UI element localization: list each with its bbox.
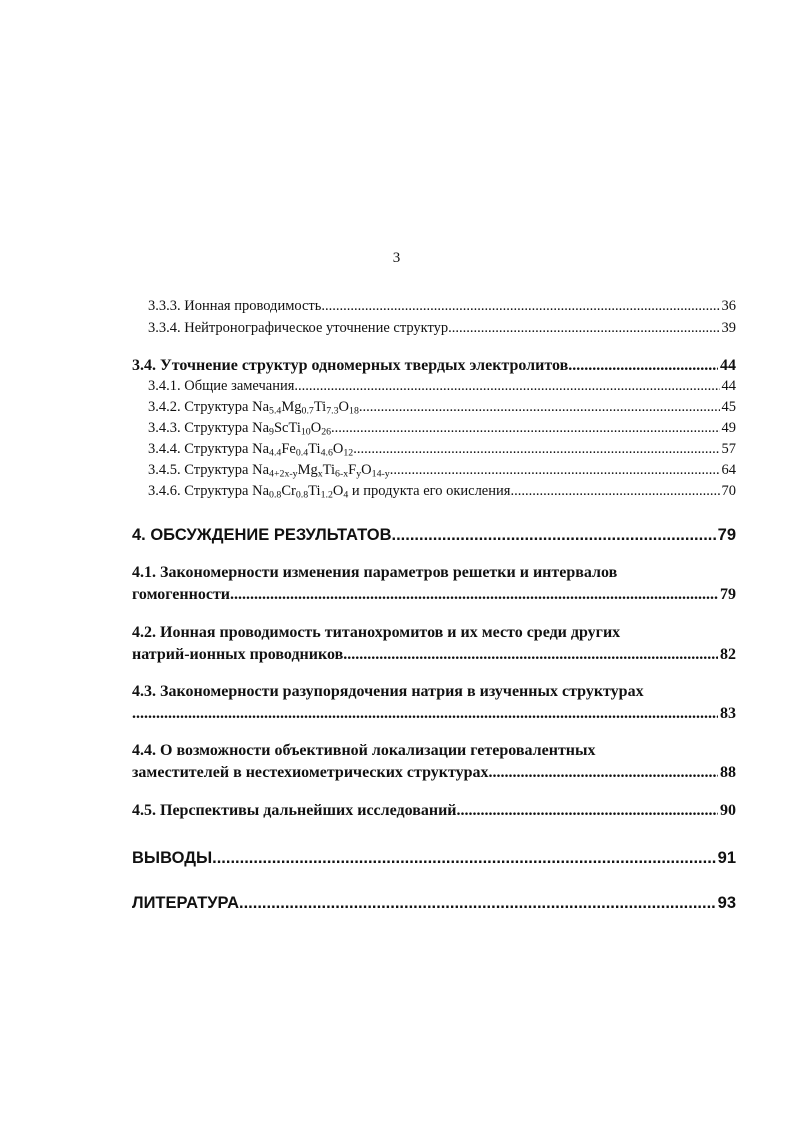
leader-dots <box>448 318 719 338</box>
toc-section-4-2-line1[interactable]: 4.2. Ионная проводимость титанохромитов и их место среди других <box>132 624 621 641</box>
toc-entry-page: 44 <box>720 357 736 374</box>
toc-section-4-1[interactable] <box>132 584 736 606</box>
toc-entry-page: 44 <box>721 378 736 394</box>
toc-entry-label: 3.4.5. Структура $Na_{4+2x-y}Mg_xTi_{6-x}F_yO_{14-y}$ <box>148 462 390 480</box>
toc-chapter-references[interactable] <box>132 891 736 915</box>
leader-dots <box>489 762 718 784</box>
toc-section-4-1-line1[interactable]: 4.1. Закономерности изменения параметров решетки и интервалов <box>132 564 618 581</box>
toc-entry-label: 3.3.3. Ионная проводимость <box>148 298 322 314</box>
leader-dots <box>321 296 719 316</box>
toc-entry-page: 57 <box>721 441 736 457</box>
toc-entry-page: 49 <box>721 420 736 436</box>
toc-entry-3-4-2[interactable] <box>148 397 736 417</box>
toc-entry-page: 36 <box>721 298 736 314</box>
toc-section-4-2[interactable] <box>132 644 736 666</box>
toc-entry-label: 3.4.6. Структура $Na_{0.8}Cr_{0.8}Ti_{1.2}O_4$ и продукта его окисления <box>148 483 511 501</box>
toc-entry-label: натрий-ионных проводников <box>132 646 344 663</box>
leader-dots <box>331 418 719 438</box>
leader-dots <box>457 800 718 822</box>
toc-section-4-3-line1[interactable]: 4.3. Закономерности разупорядочения натрия в изученных структурах <box>132 683 644 700</box>
chemical-formula: $Na_{5.4}Mg_{0.7}Ti_{7.3}O_{18}$ <box>252 399 359 417</box>
toc-entry-label: 3.4.4. Структура $Na_{4.4}Fe_{0.4}Ti_{4.6}O_{12}$ <box>148 441 354 459</box>
toc-entry-label: 3.3.4. Нейтронографическое уточнение структур <box>148 320 449 336</box>
toc-entry-label: ВЫВОДЫ <box>132 849 213 867</box>
toc-section-4-3[interactable] <box>132 703 736 725</box>
toc-chapter-4[interactable] <box>132 523 736 547</box>
chemical-formula: $Na_9ScTi_{10}O_{26}$ <box>252 420 332 438</box>
toc-entry-page: 70 <box>721 483 736 499</box>
leader-dots <box>212 846 716 870</box>
toc-entry-page: 93 <box>717 894 736 912</box>
toc-section-4-4[interactable] <box>132 762 736 784</box>
leader-dots <box>392 523 716 547</box>
chemical-formula: $Na_{4.4}Fe_{0.4}Ti_{4.6}O_{12}$ <box>252 441 354 459</box>
toc-entry-3-4-3[interactable] <box>148 418 736 438</box>
toc-entry-page: 45 <box>721 399 736 415</box>
toc-entry-label: 3.4. Уточнение структур одномерных твердых электролитов <box>132 357 569 374</box>
toc-entry-page: 83 <box>720 705 736 722</box>
toc-entry-label: 4. ОБСУЖДЕНИЕ РЕЗУЛЬТАТОВ <box>132 526 392 544</box>
toc-entry-3-4-1[interactable] <box>148 376 736 396</box>
leader-dots <box>510 481 719 501</box>
toc-entry-label: гомогенности <box>132 586 231 603</box>
toc-entry-page: 39 <box>721 320 736 336</box>
toc-section-4-4-line1[interactable]: 4.4. О возможности объективной локализации гетеровалентных <box>132 742 596 759</box>
leader-dots <box>239 891 716 915</box>
toc-entry-3-4-5[interactable] <box>148 460 736 480</box>
leader-dots <box>132 703 718 725</box>
toc-chapter-conclusions[interactable] <box>132 846 736 870</box>
toc-entry-label: 3.4.1. Общие замечания <box>148 378 295 394</box>
toc-entry-label: 3.4.3. Структура $Na_9ScTi_{10}O_{26}$ <box>148 420 332 438</box>
leader-dots <box>343 644 718 666</box>
toc-entry-3-4-4[interactable] <box>148 439 736 459</box>
toc-entry-label: ЛИТЕРАТУРА <box>132 894 239 912</box>
toc-entry-page: 88 <box>720 764 736 781</box>
toc-entry-page: 90 <box>720 802 736 819</box>
chemical-formula: $Na_{0.8}Cr_{0.8}Ti_{1.2}O_4$ <box>252 483 349 501</box>
toc-section-4-5[interactable] <box>132 800 736 822</box>
toc-entry-3-4-6[interactable] <box>148 481 736 501</box>
toc-entry-label: 3.4.2. Структура $Na_{5.4}Mg_{0.7}Ti_{7.3}O_{18}$ <box>148 399 359 417</box>
toc-entry-label: 4.5. Перспективы дальнейших исследований <box>132 802 457 819</box>
leader-dots <box>359 397 720 417</box>
toc-entry-page: 82 <box>720 646 736 663</box>
toc-entry-page: 64 <box>721 462 736 478</box>
leader-dots <box>353 439 719 459</box>
toc-entry-3-3-3[interactable] <box>148 296 736 316</box>
toc-entry-3-3-4[interactable] <box>148 318 736 338</box>
leader-dots <box>230 584 718 606</box>
toc-entry-page: 91 <box>717 849 736 867</box>
toc-entry-page: 79 <box>717 526 736 544</box>
leader-dots <box>568 355 718 377</box>
leader-dots <box>390 460 720 480</box>
toc-section-3-4[interactable] <box>132 355 736 377</box>
leader-dots <box>294 376 719 396</box>
toc-entry-page: 79 <box>720 586 736 603</box>
chemical-formula: $Na_{4+2x-y}Mg_xTi_{6-x}F_yO_{14-y}$ <box>252 462 390 480</box>
page-number: 3 <box>392 250 401 266</box>
toc-entry-label: заместителей в нестехиометрических структурах <box>132 764 489 781</box>
